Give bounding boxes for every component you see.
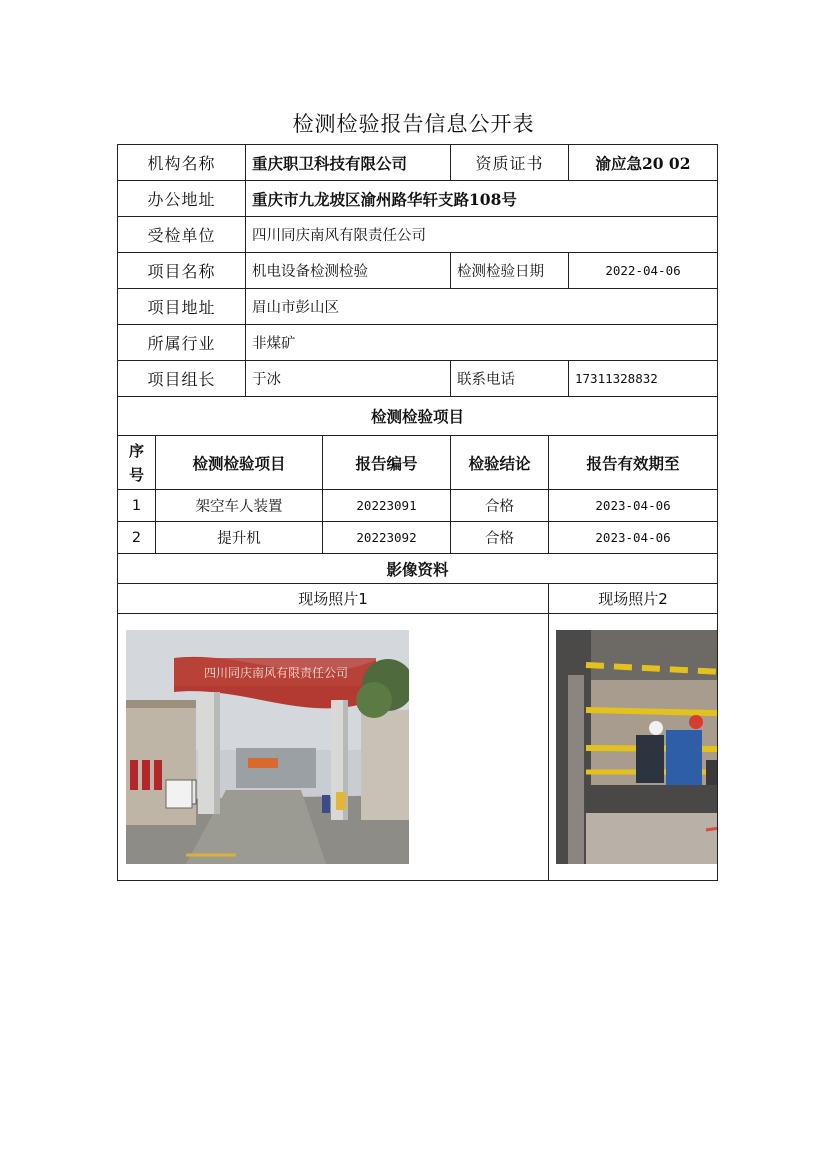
photo-label-row	[118, 584, 718, 614]
header-conclusion: 检验结论	[451, 436, 549, 490]
project-value: 机电设备检测检验	[246, 253, 451, 289]
row-item: 架空车人装置	[156, 490, 323, 522]
header-seq: 序号	[118, 436, 156, 490]
photo2-label: 现场照片2	[549, 584, 718, 614]
client-label: 受检单位	[118, 217, 246, 253]
page-title: 检测检验报告信息公开表	[292, 112, 535, 136]
row-report-no: 20223091	[323, 490, 451, 522]
row-item: 提升机	[156, 522, 323, 554]
info-row-industry	[118, 325, 718, 361]
table-row	[118, 490, 718, 522]
photo1-label: 现场照片1	[118, 584, 549, 614]
row-conclusion: 合格	[451, 522, 549, 554]
info-row-leader	[118, 361, 718, 397]
items-header-row	[118, 436, 718, 490]
photo-row	[118, 614, 718, 881]
row-conclusion: 合格	[451, 490, 549, 522]
info-row-site	[118, 289, 718, 325]
images-section-title: 影像资料	[118, 554, 718, 584]
info-row-client	[118, 217, 718, 253]
address-label: 办公地址	[118, 181, 246, 217]
info-row-org	[118, 145, 718, 181]
table-row	[118, 522, 718, 554]
client-value: 四川同庆南风有限责任公司	[246, 217, 718, 253]
gate-photo-image	[126, 630, 409, 864]
project-label: 项目名称	[118, 253, 246, 289]
org-name-value: 重庆职卫科技有限公司	[246, 145, 451, 181]
cert-value: 渝应急20 02	[569, 145, 718, 181]
industry-value: 非煤矿	[246, 325, 718, 361]
photo1-cell	[118, 614, 549, 881]
site-value: 眉山市彭山区	[246, 289, 718, 325]
phone-label: 联系电话	[451, 361, 569, 397]
info-row-address	[118, 181, 718, 217]
leader-value: 于冰	[246, 361, 451, 397]
info-row-project	[118, 253, 718, 289]
cert-label: 资质证书	[451, 145, 569, 181]
org-name-label: 机构名称	[118, 145, 246, 181]
row-report-no: 20223092	[323, 522, 451, 554]
images-section-row	[118, 554, 718, 584]
site-photo-hoist	[556, 630, 718, 864]
address-value: 重庆市九龙坡区渝州路华轩支路108号	[246, 181, 718, 217]
header-report-no: 报告编号	[323, 436, 451, 490]
info-table	[117, 144, 718, 397]
date-label: 检测检验日期	[451, 253, 569, 289]
row-seq: 1	[118, 490, 156, 522]
row-seq: 2	[118, 522, 156, 554]
items-section-row	[118, 397, 718, 436]
industry-label: 所属行业	[118, 325, 246, 361]
site-label: 项目地址	[118, 289, 246, 325]
items-table	[117, 396, 718, 881]
header-item: 检测检验项目	[156, 436, 323, 490]
row-valid-until: 2023-04-06	[549, 522, 718, 554]
header-valid-until: 报告有效期至	[549, 436, 718, 490]
gate-sign-text: 四川同庆南风有限责任公司	[203, 666, 349, 680]
row-valid-until: 2023-04-06	[549, 490, 718, 522]
leader-label: 项目组长	[118, 361, 246, 397]
phone-value: 17311328832	[569, 361, 718, 397]
site-photo-gate	[126, 630, 409, 864]
items-section-title: 检测检验项目	[118, 397, 718, 436]
hoist-photo-image	[556, 630, 718, 864]
photo2-cell	[549, 614, 718, 881]
date-value: 2022-04-06	[569, 253, 718, 289]
